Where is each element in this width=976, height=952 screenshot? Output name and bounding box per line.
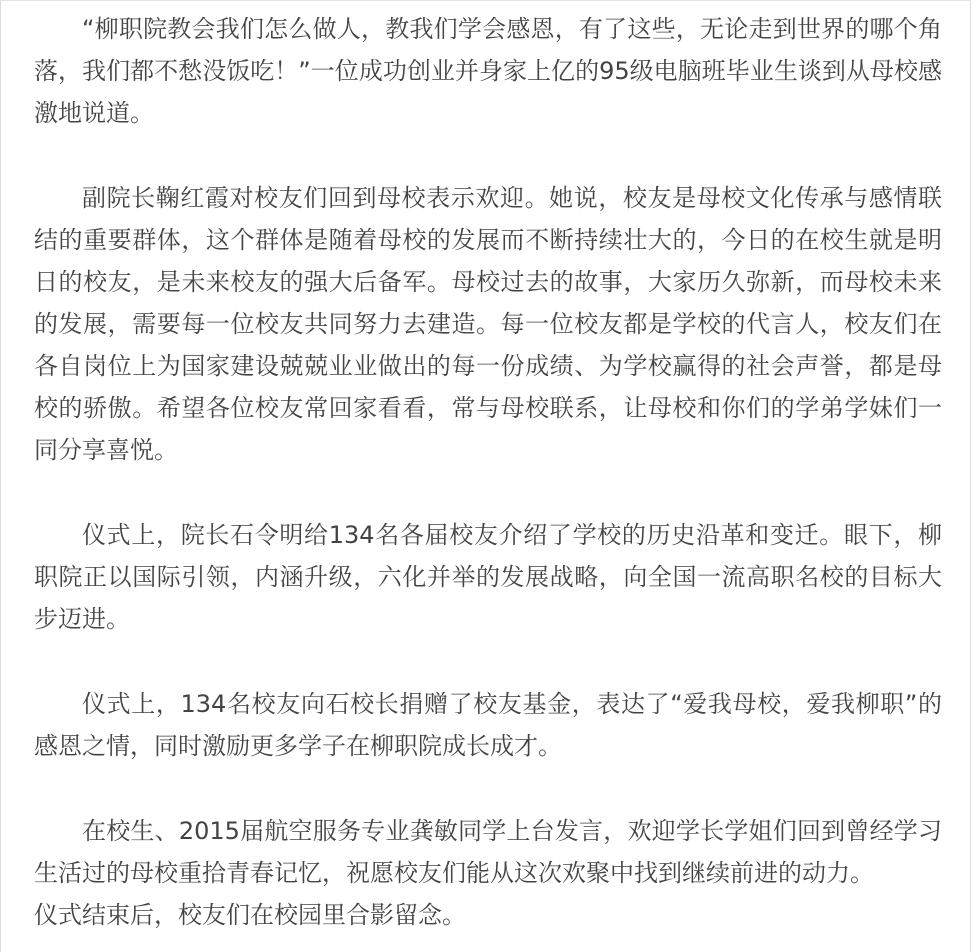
article-paragraph-closing: 仪式结束后，校友们在校园里合影留念。 <box>34 901 466 929</box>
article-paragraph-donation: 仪式上，134名校友向石校长捐赠了校友基金，表达了“爱我母校，爱我柳职”的感恩之情，同时激励更多学子在柳职院成长成才。 <box>34 690 942 760</box>
article-paragraph-quote: “柳职院教会我们怎么做人，教我们学会感恩，有了这些，无论走到世界的哪个角落，我们都不愁没饭吃！”一位成功创业并身家上亿的95级电脑班毕业生谈到从母校感激地说道。 <box>34 15 942 127</box>
article-paragraph-welcome-speech: 副院长鞠红霞对校友们回到母校表示欢迎。她说，校友是母校文化传承与感情联结的重要群体，这个群体是随着母校的发展而不断持续壮大的，今日的在校生就是明日的校友，是未来校友的强大后备军。母校过去的故事，大家历久弥新，而母校未来的发展，需要每一位校友共同努力去建造。每一位校友都是学校的代言人，校友们在各自岗位上为国家建设兢兢业业做出的每一份成绩、为学校赢得的社会声誉，都是母校的骄傲。希望各位校友常回家看看，常与母校联系，让母校和你们的学弟学妹们一同分享喜悦。 <box>34 184 942 464</box>
article-paragraph-student-speech: 在校生、2015届航空服务专业龚敏同学上台发言，欢迎学长学姐们回到曾经学习生活过的母校重拾青春记忆，祝愿校友们能从这次欢聚中找到继续前进的动力。 <box>34 817 942 887</box>
article-paragraph-history-intro: 仪式上，院长石令明给134名各届校友介绍了学校的历史沿革和变迁。眼下，柳职院正以国际引领，内涵升级，六化并举的发展战略，向全国一流高职名校的目标大步迈进。 <box>34 521 942 633</box>
